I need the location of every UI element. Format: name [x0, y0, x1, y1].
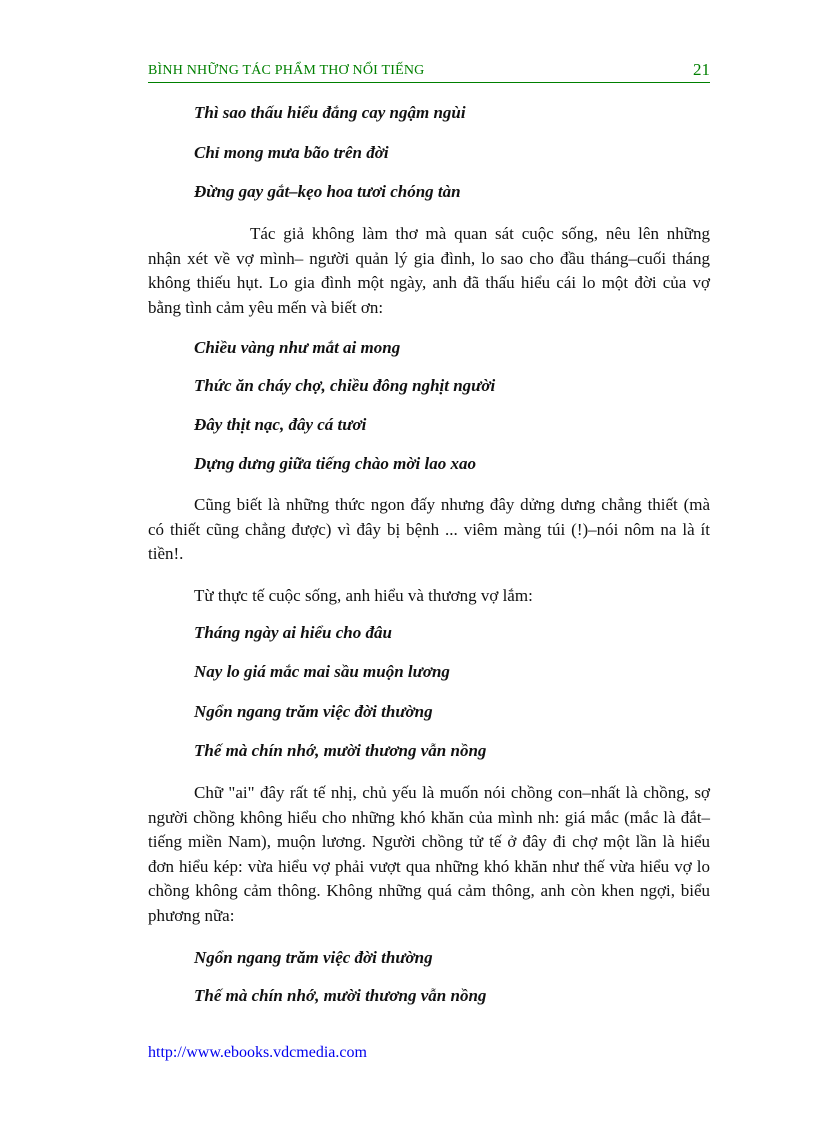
paragraph-line: tiền!. [148, 544, 184, 563]
paragraph-line: Tác giả không làm thơ mà quan sát cuộc sống, nêu lên những [250, 224, 710, 243]
verse-line: Thì sao thấu hiểu đắng cay ngậm ngùi [194, 103, 466, 122]
footer-link[interactable]: http://www.ebooks.vdcmedia.com [148, 1044, 367, 1061]
paragraph [148, 584, 710, 609]
paragraph-line: không thiếu hụt. Lo gia đình một ngày, anh đã thấu hiểu cái lo một đời của vợ [148, 273, 710, 292]
verse-line: Ngổn ngang trăm việc đời thường [194, 702, 433, 721]
paragraph-line: Chữ "ai" đây rất tế nhị, chủ yếu là muốn nói chồng con–nhất là chồng, sợ [194, 783, 710, 802]
paragraph-line: phương nữa: [148, 905, 235, 925]
paragraph [148, 493, 710, 567]
verse-line: Chiều vàng như mắt ai mong [194, 338, 401, 357]
paragraph-line: Cũng biết là những thức ngon đấy nhưng đây dửng dưng chẳng thiết (mà [194, 495, 710, 514]
verse-line: Thế mà chín nhớ, mười thương vẫn nồng [194, 986, 487, 1005]
page-header [148, 60, 710, 83]
paragraph-line: nhận xét về vợ mình– người quản lý gia đình, lo sao cho đầu tháng–cuối tháng [148, 248, 710, 268]
verse-line: Chỉ mong mưa bão trên đời [194, 143, 389, 162]
paragraph-line: có thiết cũng chẳng được) vì đây bị bệnh ... viêm màng túi (!)–nói nôm na là ít [148, 519, 710, 539]
verse-line: Tháng ngày ai hiểu cho đâu [194, 623, 392, 642]
verse-line: Nay lo giá mắc mai sầu muộn lương [194, 662, 450, 681]
verse-line: Đừng gay gắt–kẹo hoa tươi chóng tàn [194, 182, 461, 201]
paragraph-line: bằng tình cảm yêu mến và biết ơn: [148, 297, 384, 317]
paragraph-line: chồng không cảm thông. Không những quá cảm thông, anh còn khen ngợi, biểu [148, 881, 710, 900]
paragraph-line: đơn hiểu kép: vừa hiểu vợ phải vượt qua những khó khăn như thế vừa hiểu vợ lo [148, 856, 710, 876]
paragraph-line: người chồng không hiểu cho những khó khăn của mình nh: giá mắc (mắc là đắt– [148, 807, 710, 827]
verse-line: Ngổn ngang trăm việc đời thường [194, 948, 433, 967]
paragraph-line: Từ thực tế cuộc sống, anh hiểu và thương vợ lắm: [194, 586, 533, 605]
verse-line: Thức ăn cháy chợ, chiều đông nghịt người [194, 376, 496, 395]
verse-line: Đây thịt nạc, đây cá tươi [194, 415, 367, 434]
verse-line: Thế mà chín nhớ, mười thương vẫn nồng [194, 741, 487, 760]
paragraph [148, 222, 710, 320]
paragraph [148, 781, 710, 928]
paragraph-line: tiếng miền Nam), muộn lương. Người chồng tử tế ở đây đi chợ một lần là hiểu [148, 832, 710, 851]
verse-line: Dựng dưng giữa tiếng chào mời lao xao [194, 454, 476, 473]
header-title: BÌNH NHỮNG TÁC PHẨM THƠ NỔI TIẾNG [148, 63, 425, 78]
page-number: 21 [693, 60, 710, 79]
